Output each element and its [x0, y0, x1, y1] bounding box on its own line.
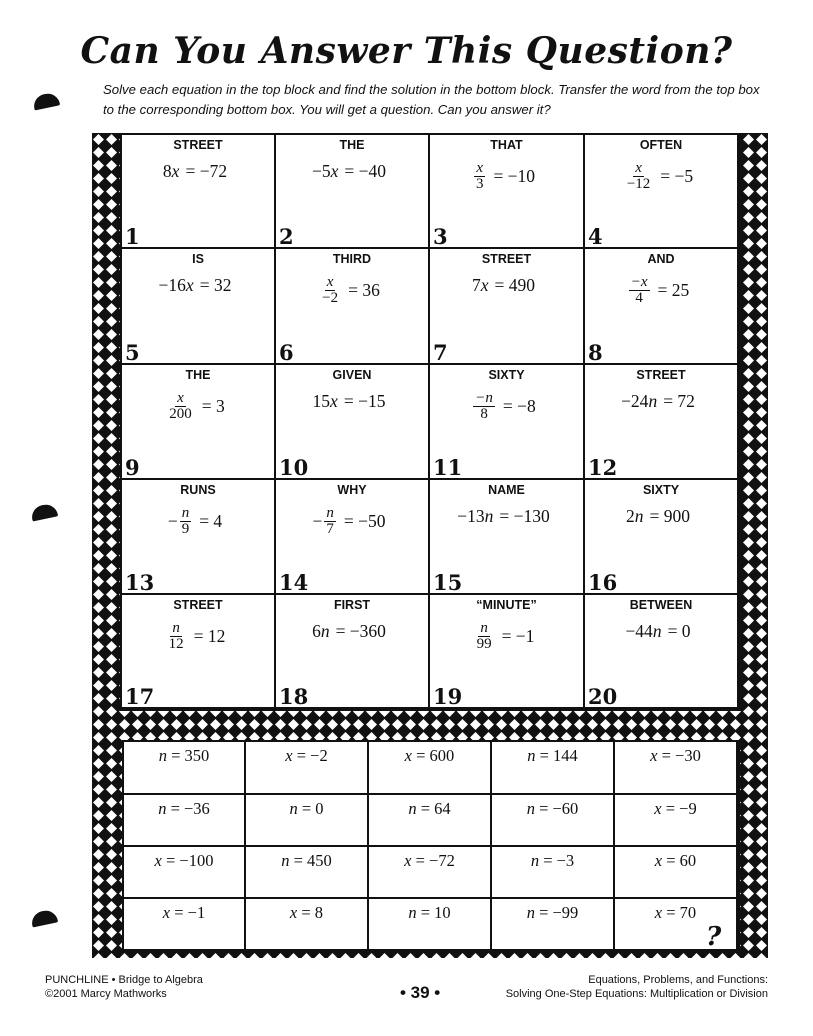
equation-coefficient: 6: [312, 621, 321, 641]
problem-number: 19: [433, 684, 463, 709]
problem-equation: [276, 161, 428, 182]
problem-number: 7: [433, 340, 448, 365]
equation-variable: n: [652, 621, 662, 641]
problem-cell: [276, 249, 428, 363]
fraction-numerator: x: [177, 390, 184, 406]
problem-equation: [430, 161, 583, 192]
answer-value: x = −100: [154, 851, 214, 870]
problem-word: STREET: [636, 368, 686, 382]
problem-cell: [585, 135, 737, 247]
problem-cell: [276, 595, 428, 707]
problem-number: 8: [588, 340, 603, 365]
equation-rhs: = −360: [335, 621, 386, 641]
problem-number: 9: [125, 455, 140, 480]
problem-cell: [122, 595, 274, 707]
fraction-denominator: 99: [476, 636, 492, 652]
fraction-denominator: 200: [169, 406, 192, 422]
problem-cell: [430, 595, 583, 707]
equation-fraction: [167, 621, 186, 652]
problem-number: 1: [125, 224, 140, 249]
problem-word: THE: [339, 138, 365, 152]
equation-fraction: [473, 391, 495, 422]
equation-rhs: = −5: [660, 166, 694, 186]
problem-cell: [585, 595, 737, 707]
problem-number: 6: [279, 340, 294, 365]
problem-word: BETWEEN: [629, 598, 693, 612]
problem-cell: [122, 480, 274, 593]
equation-rhs: = 490: [494, 275, 536, 295]
problem-equation: [122, 161, 274, 182]
fraction-denominator: −12: [626, 176, 651, 192]
answer-value: n = 450: [281, 851, 332, 870]
fraction-numerator: x: [476, 160, 484, 176]
problem-equation: [122, 275, 274, 296]
answer-cell: [124, 899, 244, 949]
equation-rhs: = 3: [201, 396, 225, 416]
equation-rhs: = −50: [343, 511, 386, 531]
answer-value: x = −72: [404, 851, 455, 870]
problem-number: 20: [588, 684, 618, 709]
equation-rhs: = 36: [348, 280, 380, 300]
equation-variable: x: [171, 161, 180, 181]
fraction-numerator: n: [172, 620, 180, 636]
equation-variable: x: [330, 391, 338, 411]
answer-cell: [492, 742, 613, 793]
answer-cell: [369, 847, 490, 897]
problem-equation: [122, 621, 274, 652]
answer-value: x = −9: [654, 799, 697, 818]
problem-number: 5: [125, 340, 140, 365]
punch-hole-middle: [30, 502, 58, 521]
answer-value: x = 60: [654, 851, 697, 870]
fraction-numerator: −n: [475, 390, 493, 406]
problem-word: THE: [185, 368, 211, 382]
problem-number: 11: [433, 455, 463, 480]
problem-number: 16: [588, 570, 618, 595]
problem-cell: [276, 480, 428, 593]
answer-value: n = −60: [526, 799, 579, 818]
answer-cell: [492, 847, 613, 897]
problem-word: RUNS: [180, 483, 216, 497]
equation-sign: −: [167, 511, 178, 531]
answer-value: n = 0: [289, 799, 324, 818]
problem-word: THAT: [490, 138, 523, 152]
problem-word: AND: [647, 252, 675, 266]
problem-number: 2: [279, 224, 294, 249]
equation-fraction: [324, 506, 336, 537]
footer-right: [506, 973, 768, 1001]
answer-value: x = −30: [650, 746, 701, 765]
equation-rhs: = −1: [501, 626, 535, 646]
answer-cell: [246, 742, 367, 793]
equation-coefficient: −5: [311, 161, 331, 181]
answer-value: n = 64: [408, 799, 451, 818]
problem-equation: [430, 621, 583, 652]
problem-cell: [430, 365, 583, 478]
instructions: Solve each equation in the top block and find the solution in the bottom block. Transfer the word from the top box to the corresponding bottom box. You will get a question. Can you answer it?: [103, 82, 760, 117]
problem-number: 14: [279, 570, 309, 595]
equation-variable: n: [484, 506, 494, 526]
fraction-numerator: n: [480, 620, 488, 636]
equation-coefficient: 2: [626, 506, 635, 526]
answer-value: n = 144: [527, 746, 578, 765]
problem-number: 15: [433, 570, 463, 595]
problem-cell: [122, 365, 274, 478]
equation-variable: n: [320, 621, 330, 641]
problem-equation: [276, 275, 428, 306]
answer-cell: [369, 795, 490, 845]
equation-rhs: = −72: [185, 161, 228, 181]
fraction-numerator: n: [181, 505, 190, 521]
problem-number: 4: [588, 224, 603, 249]
equation-variable: n: [648, 391, 658, 411]
fraction-numerator: x: [635, 160, 642, 176]
fraction-numerator: n: [326, 505, 334, 521]
problem-cell: [276, 135, 428, 247]
problem-word: STREET: [173, 138, 223, 152]
problem-equation: [585, 506, 737, 527]
equation-rhs: = 25: [657, 280, 690, 300]
footer-copyright: ©2001 Marcy Mathworks: [45, 988, 167, 1000]
equation-rhs: = 0: [667, 621, 691, 641]
problem-equation: [122, 506, 274, 537]
equation-rhs: = 12: [193, 626, 226, 646]
answer-cell: [492, 795, 613, 845]
answer-cell: [615, 795, 736, 845]
problem-number: 18: [279, 684, 309, 709]
equation-variable: x: [185, 275, 194, 295]
answer-value: n = −3: [530, 851, 575, 870]
problem-equation: [276, 621, 428, 642]
answer-cell: [369, 899, 490, 949]
fraction-denominator: 9: [181, 521, 190, 537]
answer-cell: [246, 847, 367, 897]
problem-equation: [585, 275, 737, 306]
problem-number: 17: [125, 684, 155, 709]
equation-rhs: = 72: [663, 391, 695, 411]
footer-topic: Solving One-Step Equations: Multiplication or Division: [505, 988, 768, 1000]
equation-rhs: = −8: [502, 396, 536, 416]
problem-word: SIXTY: [642, 483, 680, 497]
problem-equation: [430, 391, 583, 422]
equation-rhs: = 4: [199, 511, 223, 531]
answer-value: x = 70: [654, 903, 697, 922]
problem-word: OFTEN: [639, 138, 683, 152]
footer-book-title: PUNCHLINE • Bridge to Algebra: [45, 974, 203, 986]
equation-coefficient: 8: [162, 161, 172, 181]
equation-rhs: = 32: [199, 275, 232, 295]
punch-hole-top: [32, 91, 60, 110]
fraction-denominator: 7: [326, 521, 334, 537]
equation-fraction: [180, 506, 192, 537]
question-mark: ?: [706, 922, 722, 952]
equation-variable: x: [480, 275, 489, 295]
problem-word: SIXTY: [488, 368, 525, 382]
answer-value: x = 600: [404, 746, 455, 765]
fraction-denominator: 8: [480, 406, 488, 422]
problem-equation: [430, 506, 583, 527]
problem-word: “MINUTE”: [476, 598, 537, 612]
equation-rhs: = −40: [344, 161, 387, 181]
fraction-numerator: x: [326, 274, 334, 290]
problem-word: NAME: [488, 483, 525, 497]
answer-cell: [124, 742, 244, 793]
problem-word: THIRD: [332, 252, 372, 266]
equation-rhs: = −15: [343, 391, 386, 411]
answer-cell: [246, 795, 367, 845]
equation-fraction: [625, 161, 652, 192]
equation-coefficient: −16: [158, 275, 186, 295]
answer-value: n = 350: [158, 746, 210, 765]
problem-number: 12: [588, 455, 618, 480]
problem-word: STREET: [481, 252, 532, 266]
answer-cell: [124, 795, 244, 845]
problem-cell: [585, 365, 737, 478]
problem-cell: [276, 365, 428, 478]
problem-cell: [430, 135, 583, 247]
problem-cell: [585, 480, 737, 593]
equation-variable: x: [330, 161, 339, 181]
equation-coefficient: −44: [625, 621, 653, 641]
answer-value: x = −2: [285, 746, 328, 765]
problem-number: 3: [433, 224, 448, 249]
problem-equation: [276, 391, 428, 412]
answer-cell: [492, 899, 613, 949]
fraction-denominator: −2: [322, 290, 339, 306]
answer-cell: [124, 847, 244, 897]
fraction-denominator: 12: [168, 636, 184, 652]
equation-fraction: [167, 391, 194, 422]
fraction-denominator: 3: [475, 176, 484, 192]
problem-word: GIVEN: [332, 368, 372, 382]
answer-value: n = −99: [526, 903, 579, 922]
equation-rhs: = 900: [649, 506, 690, 526]
problem-cell: [585, 249, 737, 363]
problem-cell: [122, 135, 274, 247]
problem-word: IS: [192, 252, 204, 266]
answer-value: x = 8: [289, 903, 324, 922]
equation-variable: n: [634, 506, 644, 526]
problem-word: FIRST: [333, 598, 371, 612]
problem-equation: [430, 275, 583, 296]
problem-cell: [430, 480, 583, 593]
footer-section: Equations, Problems, and Functions:: [588, 974, 768, 986]
problem-number: 13: [125, 570, 155, 595]
equation-rhs: = −130: [499, 506, 550, 526]
problem-number: 10: [279, 455, 309, 480]
answer-cell: [246, 899, 367, 949]
equation-coefficient: 15: [312, 391, 331, 411]
answer-value: n = 10: [408, 903, 451, 922]
answer-value: x = −1: [162, 903, 206, 922]
footer-left: [45, 973, 203, 1001]
fraction-numerator: −x: [630, 274, 648, 290]
problem-equation: [585, 161, 737, 192]
problem-equation: [585, 621, 737, 642]
problem-word: WHY: [337, 483, 367, 497]
answer-value: n = −36: [158, 799, 210, 818]
problem-word: STREET: [173, 598, 223, 612]
problem-cell: [430, 249, 583, 363]
problem-equation: [585, 391, 737, 412]
punch-hole-bottom: [30, 908, 58, 927]
answer-cell: [369, 742, 490, 793]
problem-equation: [122, 391, 274, 422]
page-title: Can You Answer This Question?: [80, 30, 733, 72]
answer-cell: [615, 847, 736, 897]
problem-cell: [122, 249, 274, 363]
equation-fraction: [320, 275, 340, 306]
equation-fraction: [629, 275, 650, 306]
equation-sign: −: [312, 511, 323, 531]
fraction-denominator: 4: [635, 290, 643, 306]
page-number: • 39 •: [400, 983, 441, 1002]
problem-equation: [276, 506, 428, 537]
equation-coefficient: −24: [621, 391, 649, 411]
equation-coefficient: −13: [457, 506, 485, 526]
answer-cell: [615, 742, 736, 793]
equation-coefficient: 7: [471, 275, 481, 295]
equation-fraction: [475, 621, 494, 652]
equation-rhs: = −10: [493, 166, 536, 186]
equation-fraction: [474, 161, 486, 192]
